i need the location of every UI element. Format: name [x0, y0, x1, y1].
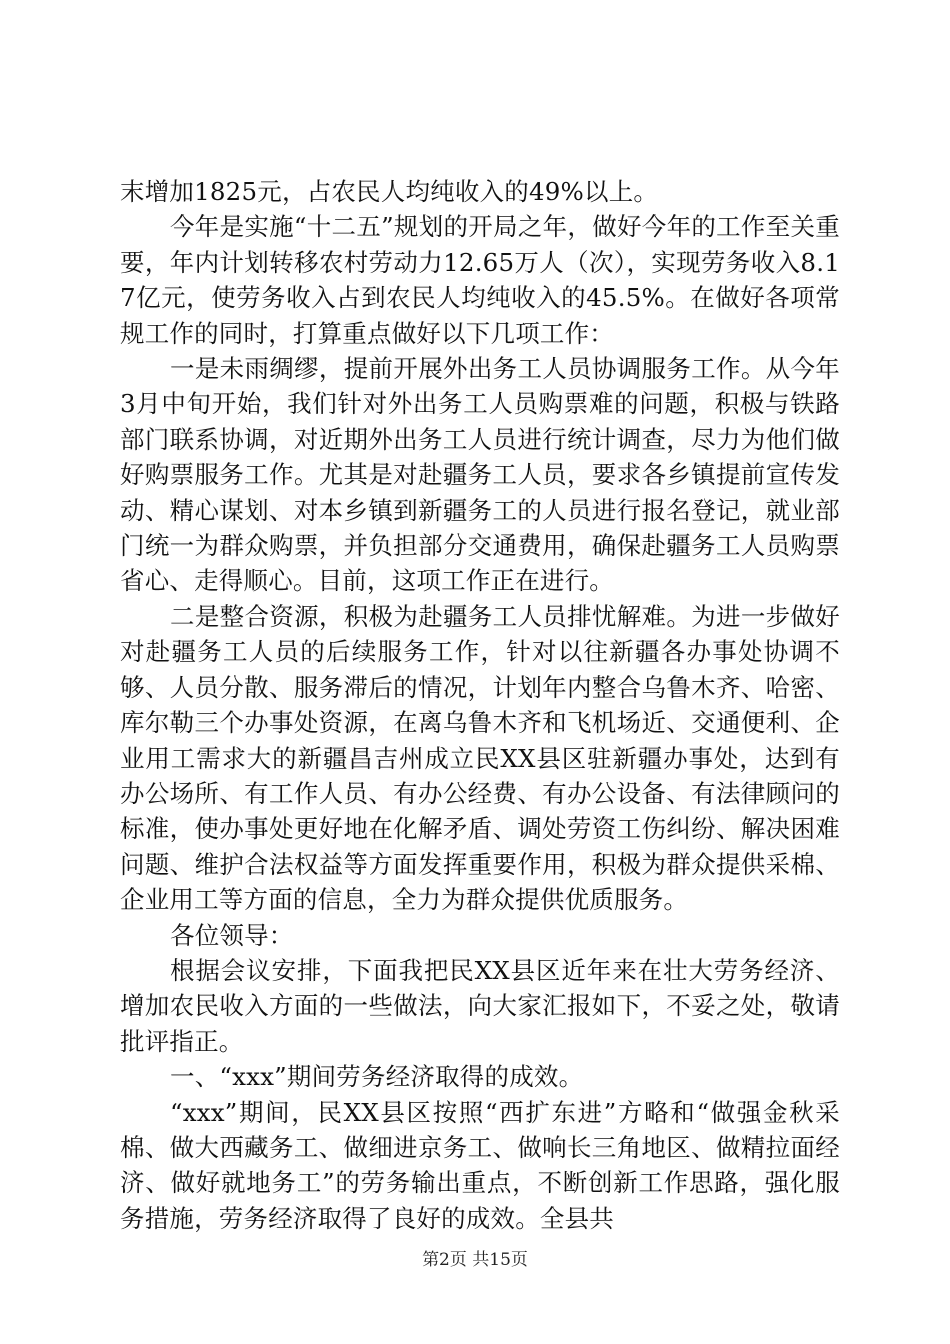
document-body — [120, 174, 840, 1236]
section-heading: 一、“xxx”期间劳务经济取得的成效。 — [170, 1062, 584, 1092]
paragraph-point-one: 一是未雨绸缪，提前开展外出务工人员协调服务工作。从今年3月中旬开始，我们针对外出务工人员购票难的问题，积极与铁路部门联系协调，对近期外出务工人员进行统计调查，尽力为他们做好购票服务工作。尤其是对赴疆务工人员，要求各乡镇提前宣传发动、精心谋划、对本乡镇到新疆务工的人员进行报名登记，就业部门统一为群众购票，并负担部分交通费用，确保赴疆务工人员购票省心、走得顺心。目前，这项工作正在进行。 — [120, 354, 840, 596]
paragraph-achievements: “xxx”期间，民XX县区按照“西扩东进”方略和“做强金秋采棉、做大西藏务工、做细进京务工、做响长三角地区、做精拉面经济、做好就地务工”的劳务输出重点，不断创新工作思路，强化服务措施，劳务经济取得了良好的成效。全县共 — [120, 1097, 840, 1233]
salutation: 各位领导： — [170, 920, 294, 950]
paragraph-continuation: 末增加1825元，占农民人均纯收入的49%以上。 — [120, 177, 659, 206]
page-number-footer: 第2页 共15页 — [422, 1250, 528, 1270]
paragraph-point-two: 二是整合资源，积极为赴疆务工人员排忧解难。为进一步做好对赴疆务工人员的后续服务工作，针对以往新疆各办事处协调不够、人员分散、服务滞后的情况，计划年内整合乌鲁木齐、哈密、库尔勒三个办事处资源，在离乌鲁木齐和飞机场近、交通便利、企业用工需求大的新疆昌吉州成立民XX县区驻新疆办事处，达到有办公场所、有工作人员、有办公经费、有办公设备、有法律顾问的标准，使办事处更好地在化解矛盾、调处劳资工伤纠纷、解决困难问题、维护合法权益等方面发挥重要作用，积极为群众提供采棉、企业用工等方面的信息，全力为群众提供优质服务。 — [120, 601, 840, 915]
paragraph-plan-intro: 今年是实施“十二五”规划的开局之年，做好今年的工作至关重要，年内计划转移农村劳动力12.65万人（次），实现劳务收入8.17亿元，使劳务收入占到农民人均纯收入的45.5%。在做好各项常规工作的同时，打算重点做好以下几项工作： — [120, 212, 840, 348]
paragraph-report-intro: 根据会议安排，下面我把民XX县区近年来在壮大劳务经济、增加农民收入方面的一些做法，向大家汇报如下，不妥之处，敬请批评指正。 — [120, 955, 840, 1056]
